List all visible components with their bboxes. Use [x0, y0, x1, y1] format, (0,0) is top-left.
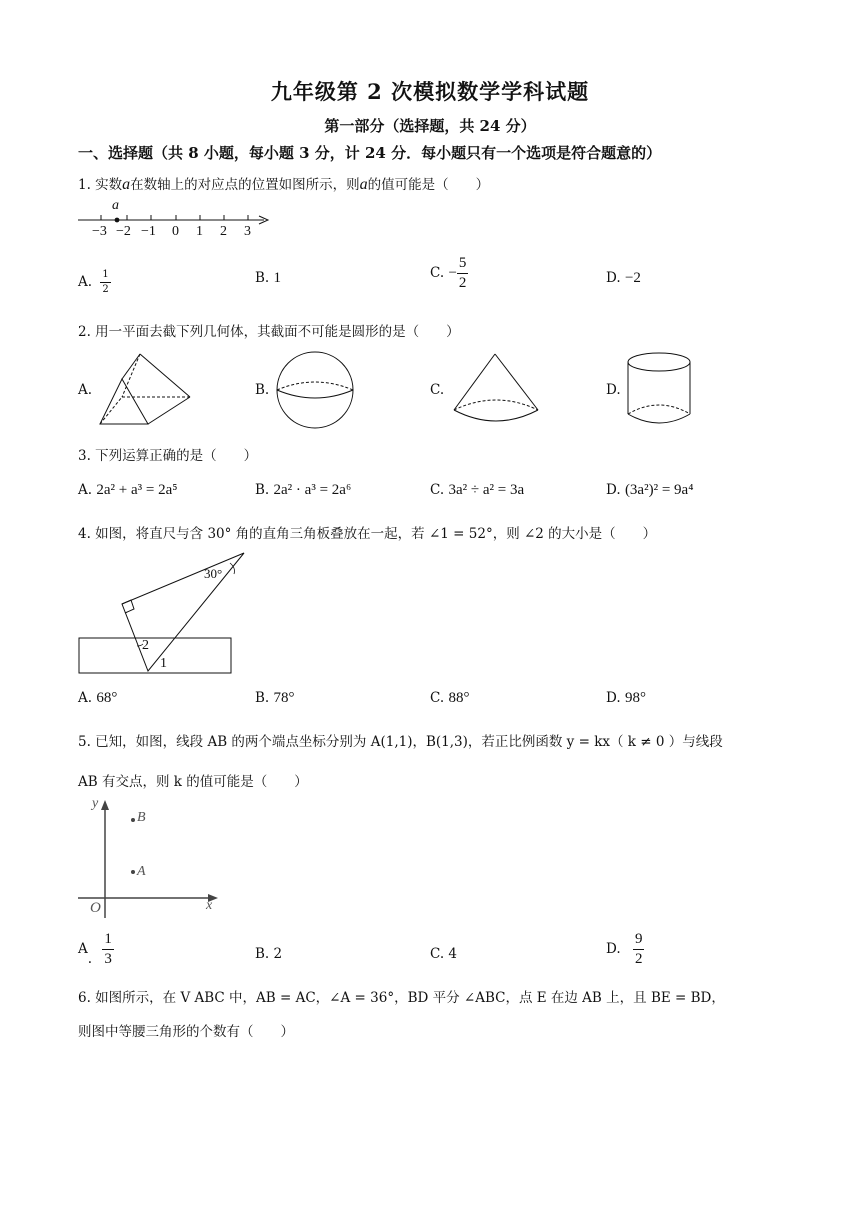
q1-option-d[interactable]: D. −2 [606, 270, 641, 286]
q4-option-c[interactable]: C. 88° [430, 690, 470, 706]
point-a-dot [131, 870, 135, 874]
q2-option-c[interactable]: C. [430, 382, 445, 398]
sphere-figure [274, 350, 358, 430]
x-axis-label: x [206, 898, 213, 913]
q4-option-b[interactable]: B. 78° [255, 690, 295, 706]
origin-label: O [90, 900, 101, 916]
tick-label: 3 [244, 224, 251, 239]
tick-label: −1 [141, 224, 156, 239]
cone-figure [452, 352, 542, 424]
tick-label: −2 [116, 224, 131, 239]
q5-option-b[interactable]: B. 2 [255, 946, 283, 962]
q3-option-c[interactable]: C. 3a² ÷ a² = 3a [430, 482, 525, 498]
point-b-dot [131, 818, 135, 822]
ruler-triangle-figure [78, 548, 268, 678]
ruler [79, 638, 231, 673]
section-heading: 一、选择题（共 8 小题，每小题 3 分，计 24 分．每小题只有一个选项是符合题意的） [78, 144, 662, 162]
question-1-stem: 1. 实数a在数轴上的对应点的位置如图所示，则a的值可能是（ ） [78, 176, 490, 193]
y-axis-label: y [92, 796, 99, 811]
tick-label: 1 [196, 224, 203, 239]
question-5-stem-line1: 5. 已知，如图，线段 AB 的两个端点坐标分别为 A(1,1)，B(1,3)，若正比例函数 y = kx（ k ≠ 0 ）与线段 [78, 734, 723, 750]
q5-option-c[interactable]: C. 4 [430, 946, 458, 962]
question-3-stem: 3. 下列运算正确的是（ ） [78, 448, 258, 464]
number-line-point-label: a [112, 198, 119, 213]
cylinder-figure [626, 350, 696, 430]
question-6-stem-line1: 6. 如图所示，在 V ABC 中，AB = AC，∠A = 36°，BD 平分 ∠ABC，点 E 在边 AB 上，且 BE = BD， [78, 990, 725, 1006]
angle-30-label: 30° [204, 566, 223, 581]
tick-label: 0 [172, 224, 179, 239]
q3-option-b[interactable]: B. 2a² · a³ = 2a⁶ [255, 482, 352, 498]
question-2-stem: 2. 用一平面去截下列几何体，其截面不可能是圆形的是（ ） [78, 324, 460, 340]
question-5-stem-line2: AB 有交点，则 k 的值可能是（ ） [78, 774, 308, 790]
q4-option-a[interactable]: A. 68° [78, 690, 118, 706]
prism-figure [98, 350, 198, 430]
question-6-stem-line2: 则图中等腰三角形的个数有（ ） [78, 1024, 294, 1040]
q1-option-a[interactable]: A. $\frac{1}{2}$ [78, 269, 109, 295]
q2-option-d[interactable]: D. [606, 382, 621, 398]
q3-option-a[interactable]: A. 2a² + a³ = 2a⁵ [78, 482, 178, 498]
point-a-label: A [137, 864, 146, 879]
tick-label: 2 [220, 224, 227, 239]
point-b-label: B [137, 810, 146, 825]
q2-option-a[interactable]: A. [78, 382, 93, 398]
q5-option-a[interactable]: A. $\frac{1}{3}$ [78, 931, 112, 967]
page-title: 九年级第 2 次模拟数学学科试题 [270, 79, 590, 104]
q5-option-d[interactable]: D. $\frac{9}{2}$ [606, 931, 643, 967]
tick-label: −3 [92, 224, 107, 239]
q3-option-d[interactable]: D. (3a²)² = 9a⁴ [606, 482, 694, 498]
q4-option-d[interactable]: D. 98° [606, 690, 646, 706]
q2-option-b[interactable]: B. [255, 382, 270, 398]
triangle-plate [122, 553, 244, 671]
angle-1-label: 1 [160, 656, 167, 671]
angle-2-label: 2 [142, 638, 149, 653]
part-heading: 第一部分（选择题，共 24 分） [324, 117, 536, 135]
point-a-dot [115, 218, 120, 223]
question-4-stem: 4. 如图，将直尺与含 30° 角的直角三角板叠放在一起，若 ∠1 = 52°，则 ∠2 的大小是（ ） [78, 526, 657, 542]
q1-option-c[interactable]: C. − $\frac{5}{2}$ [430, 255, 467, 291]
q1-option-b[interactable]: B. 1 [255, 270, 282, 286]
